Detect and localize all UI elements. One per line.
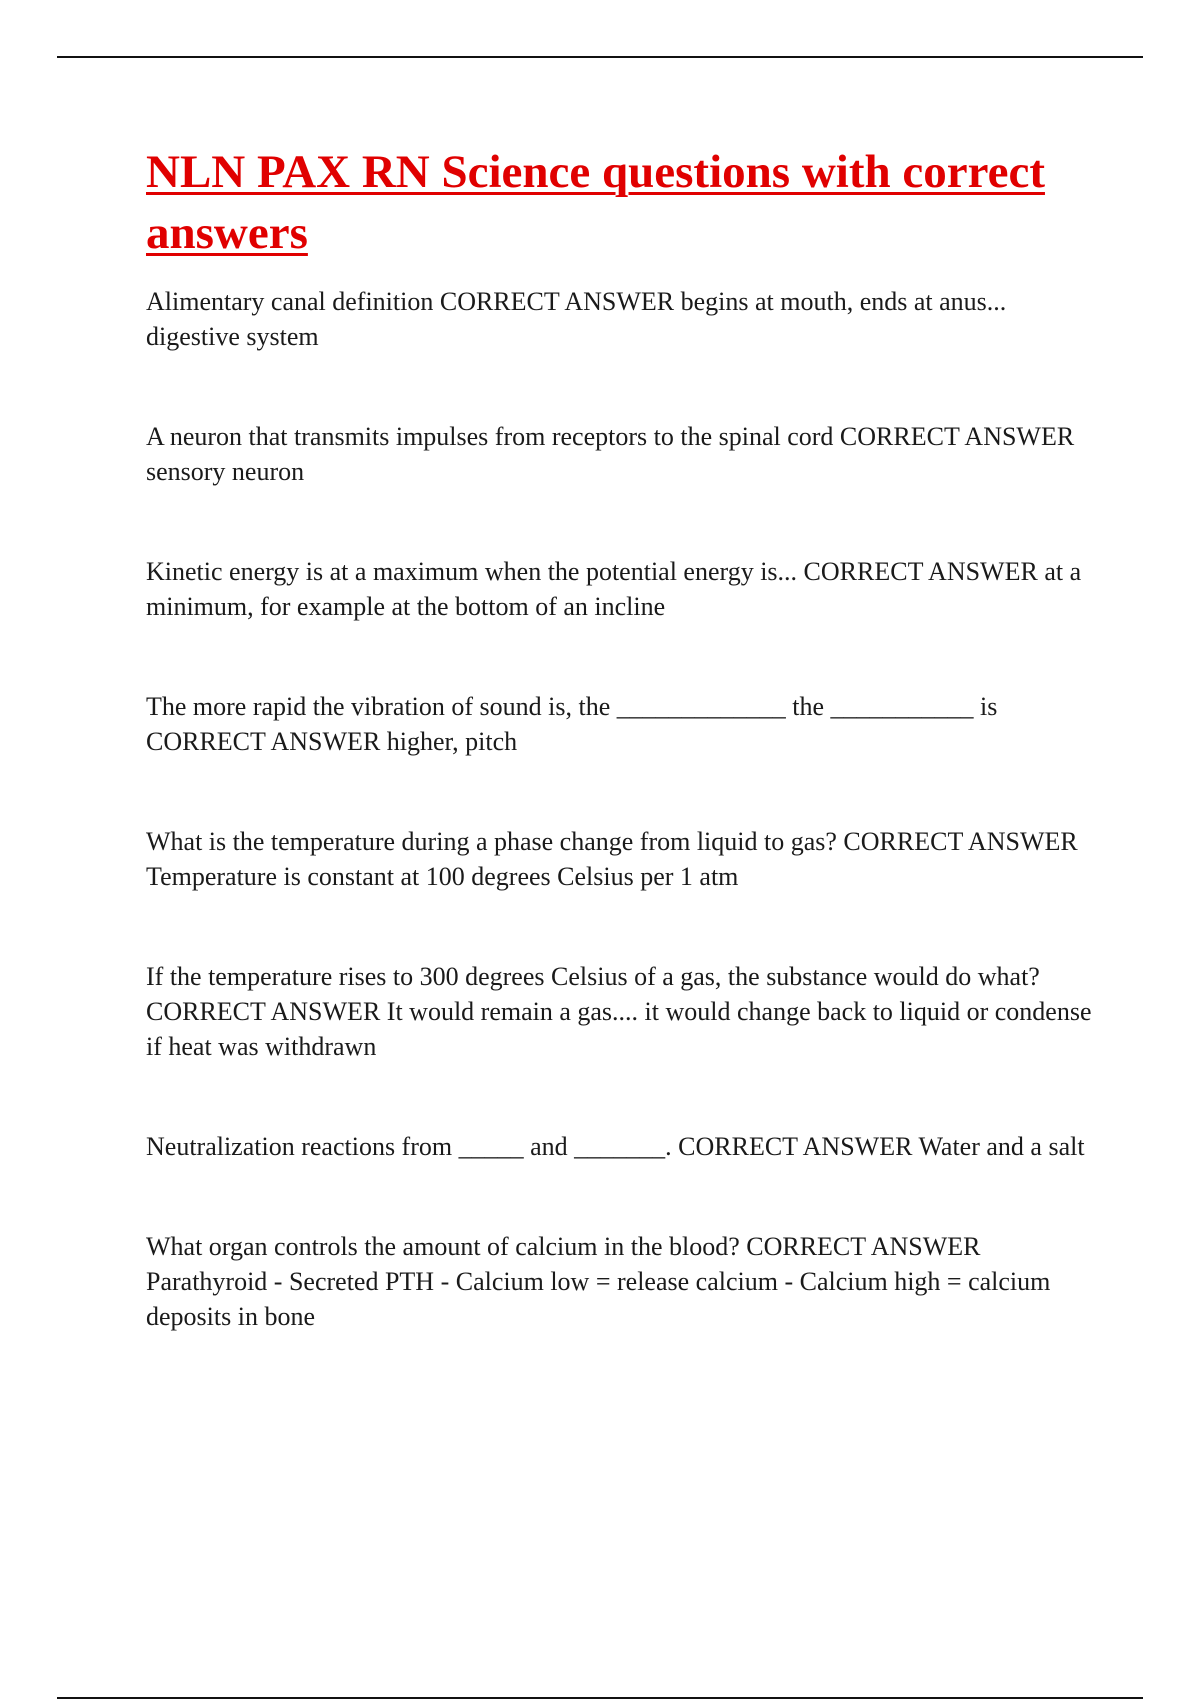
qa-item: What organ controls the amount of calcium in the blood? CORRECT ANSWER Parathyroid - Secreted PTH - Calcium low = release calcium - Calcium high = calcium deposits in bone	[146, 1232, 1051, 1331]
qa-item: A neuron that transmits impulses from receptors to the spinal cord CORRECT ANSWER sensory neuron	[146, 422, 1075, 486]
qa-list	[146, 284, 1096, 1334]
qa-item: Neutralization reactions from _____ and _______. CORRECT ANSWER Water and a salt	[146, 1132, 1085, 1161]
top-divider	[57, 56, 1143, 58]
qa-item: Kinetic energy is at a maximum when the potential energy is... CORRECT ANSWER at a minimum, for example at the bottom of an incline	[146, 557, 1082, 621]
qa-item: The more rapid the vibration of sound is, the _____________ the ___________ is CORRECT ANSWER higher, pitch	[146, 692, 998, 756]
qa-item: What is the temperature during a phase change from liquid to gas? CORRECT ANSWER Temperature is constant at 100 degrees Celsius per 1 atm	[146, 827, 1078, 891]
qa-item: Alimentary canal definition CORRECT ANSWER begins at mouth, ends at anus... digestive system	[146, 287, 1007, 351]
document-page	[146, 142, 1096, 1334]
qa-item: If the temperature rises to 300 degrees Celsius of a gas, the substance would do what? CORRECT ANSWER It would remain a gas.... it would change back to liquid or condense if heat was withdrawn	[146, 962, 1092, 1061]
bottom-divider	[57, 1697, 1143, 1699]
document-title: NLN PAX RN Science questions with correct answers	[146, 146, 1045, 259]
